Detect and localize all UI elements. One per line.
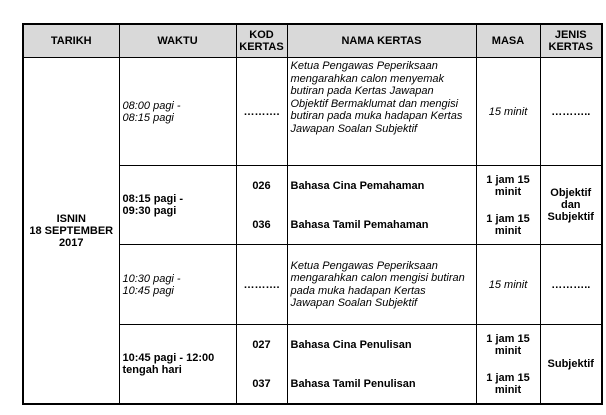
kod-cell: ………. [236, 58, 287, 166]
header-masa: MASA [476, 24, 540, 58]
time-text: 10:30 pagi - 10:45 pagi [122, 272, 181, 297]
jenis-cell [540, 166, 602, 245]
header-nama-kertas: NAMA KERTAS [287, 24, 476, 58]
jenis-cell: Subjektif [540, 325, 602, 405]
exam-schedule-table [22, 23, 603, 405]
masa-value: 1 jam 15 minit [486, 332, 530, 357]
time-text: 08:00 pagi - 08:15 pagi [122, 99, 181, 124]
table-row [23, 58, 602, 166]
note-cell: Ketua Pengawas Peperiksaan mengarahkan calon menyemak butiran pada Kertas Jawapan Objektif Bermaklumat dan mengisi butiran pada muka hadapan Kertas Jawapan Soalan Subjektif [287, 58, 476, 166]
time-cell [119, 166, 236, 245]
kod-value: 037 [252, 377, 271, 390]
paper-name: Bahasa Tamil Pemahaman [290, 218, 429, 231]
paper-name: Bahasa Cina Pemahaman [290, 179, 425, 192]
masa-cell: 15 minit [476, 58, 540, 166]
masa-value: 1 jam 15 minit [486, 173, 530, 198]
time-text: 08:15 pagi - 09:30 pagi [122, 193, 184, 217]
kod-value: 026 [252, 179, 271, 192]
jenis-cell: ……….. [540, 245, 602, 325]
date-cell [23, 58, 119, 405]
header-jenis-kertas: JENIS KERTAS [540, 24, 602, 58]
paper-name: Bahasa Cina Penulisan [290, 338, 412, 351]
masa-cell [476, 325, 540, 405]
time-cell [119, 245, 236, 325]
masa-value: 1 jam 15 minit [486, 371, 530, 396]
schedule-wrapper [22, 23, 603, 405]
date-date: 18 SEPTEMBER [29, 224, 114, 237]
masa-value: 1 jam 15 minit [486, 212, 530, 237]
kod-cell [236, 166, 287, 245]
time-text: 10:45 pagi - 12:00 tengah hari [122, 352, 215, 376]
jenis-cell: ……….. [540, 58, 602, 166]
header-waktu: WAKTU [119, 24, 236, 58]
kod-cell: ………. [236, 245, 287, 325]
paper-name: Bahasa Tamil Penulisan [290, 377, 416, 390]
nama-cell [287, 325, 476, 405]
date-day: ISNIN [56, 212, 86, 225]
jenis-value: Objektif dan Subjektif [547, 187, 594, 223]
time-cell [119, 325, 236, 405]
header-row [23, 24, 602, 58]
header-kod-kertas: KOD KERTAS [236, 24, 287, 58]
kod-value: 027 [252, 338, 271, 351]
nama-cell [287, 166, 476, 245]
date-year: 2017 [59, 236, 84, 249]
kod-cell [236, 325, 287, 405]
time-cell [119, 58, 236, 166]
note-cell: Ketua Pengawas Peperiksaan mengarahkan calon mengisi butiran pada muka hadapan Kertas Jawapan Soalan Subjektif [287, 245, 476, 325]
masa-cell: 15 minit [476, 245, 540, 325]
header-tarikh: TARIKH [23, 24, 119, 58]
masa-cell [476, 166, 540, 245]
kod-value: 036 [252, 218, 271, 231]
